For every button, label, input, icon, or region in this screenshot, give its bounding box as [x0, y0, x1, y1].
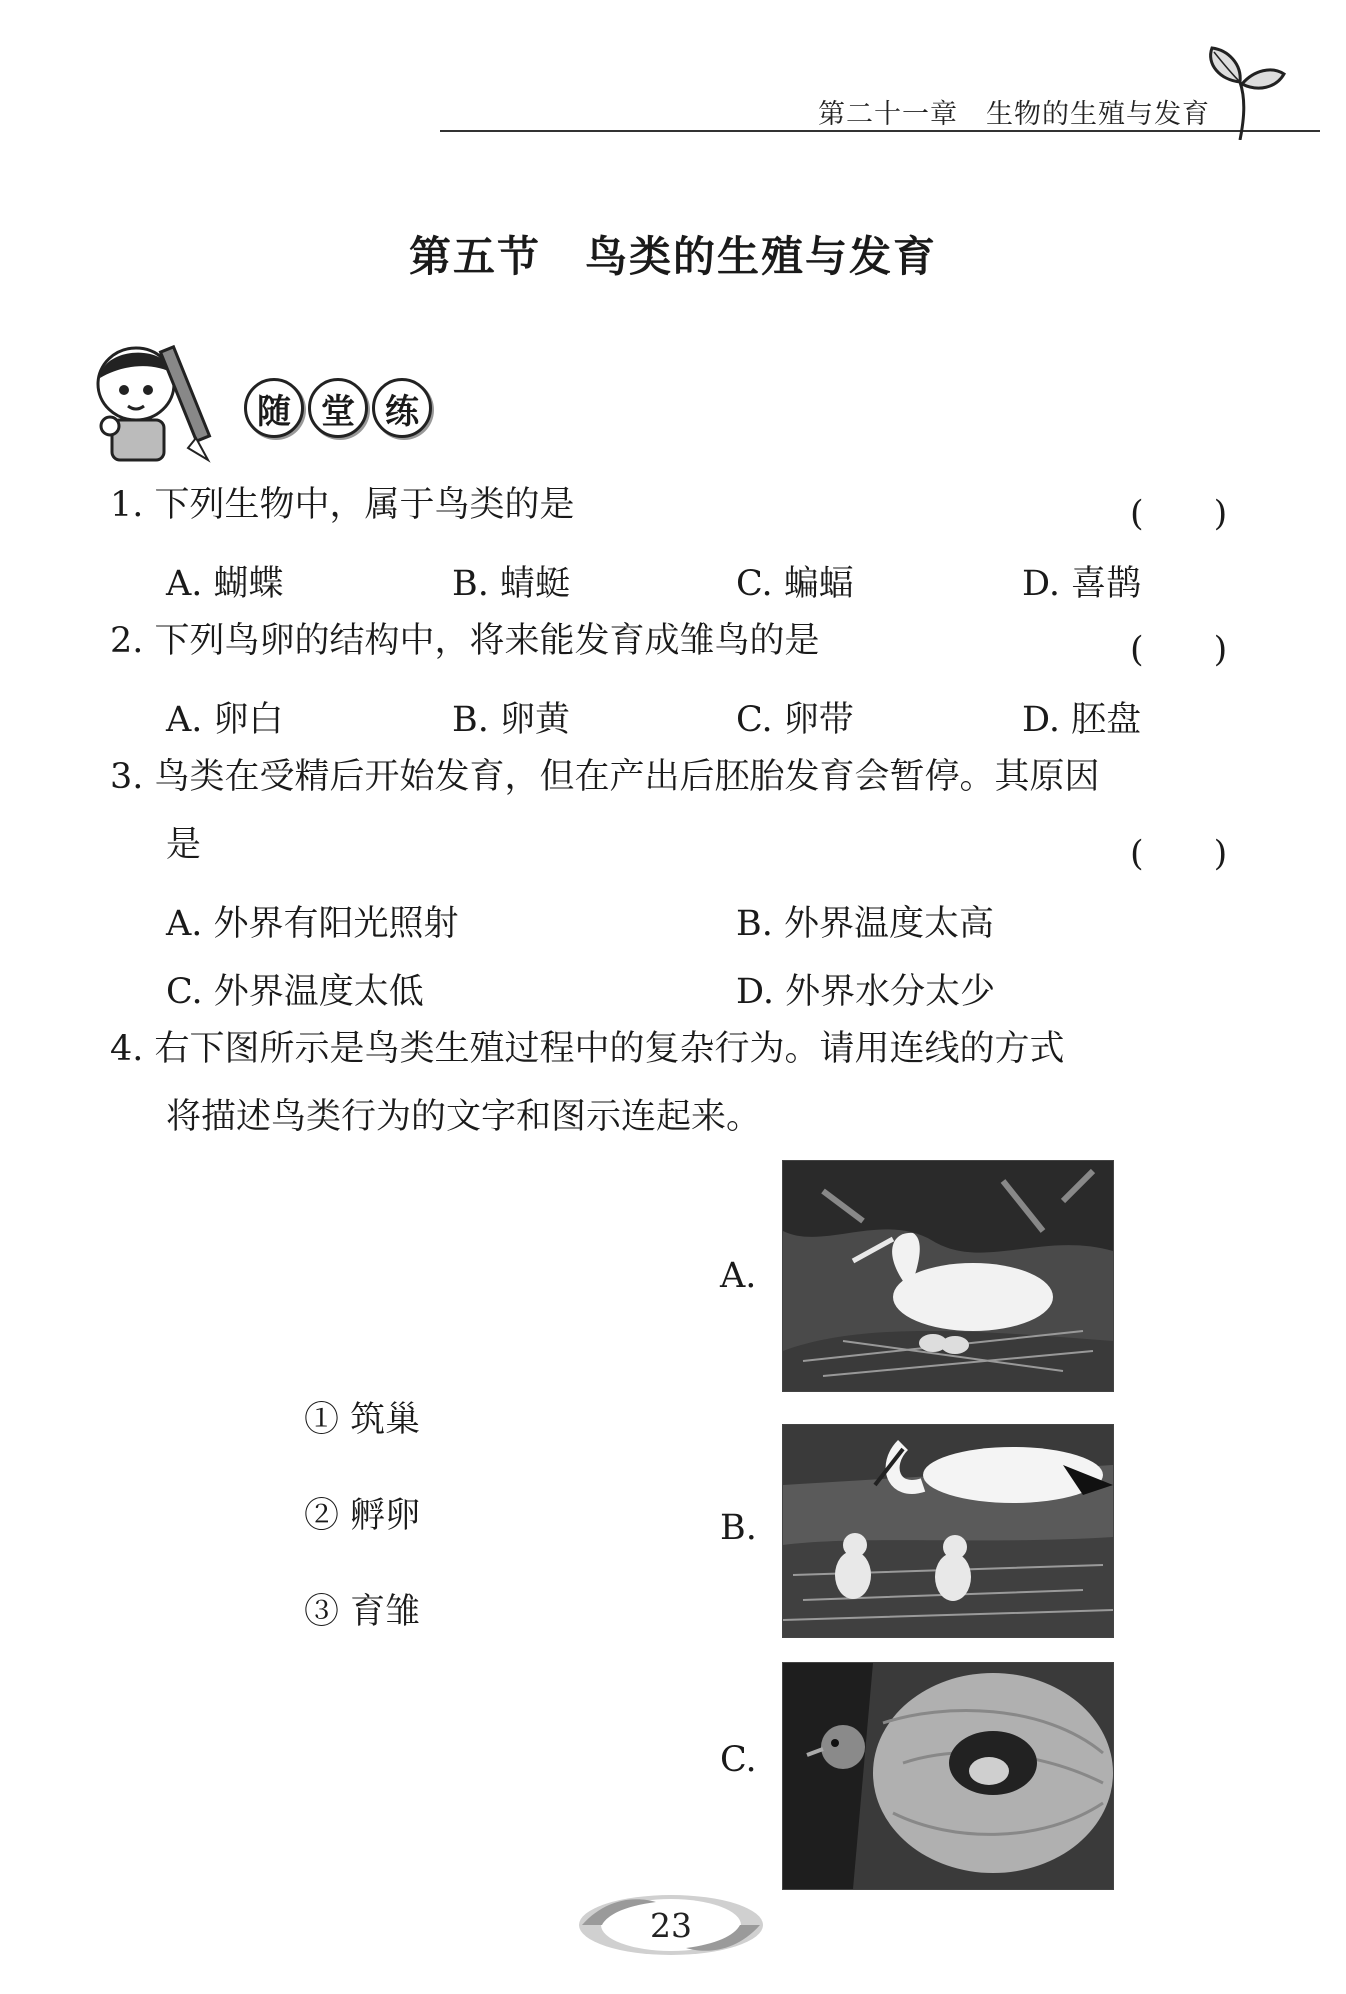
photo-b-label: B. — [720, 1508, 757, 1548]
question-3-text-line1: 3. 鸟类在受精后开始发育，但在产出后胚胎发育会暂停。其原因 — [110, 757, 1100, 797]
practice-label-char: 随 — [244, 378, 304, 438]
practice-label-char: 堂 — [308, 378, 368, 438]
question-3-option-d[interactable]: D. 外界水分太少 — [736, 972, 996, 1012]
question-2-option-c[interactable]: C. 卵带 — [736, 700, 854, 740]
photo-b-stork-feeding[interactable] — [782, 1424, 1114, 1638]
practice-label — [244, 378, 432, 438]
question-3-option-b[interactable]: B. 外界温度太高 — [736, 904, 994, 944]
behavior-nest-building[interactable]: ① 筑巢 — [304, 1400, 421, 1440]
question-1-option-a[interactable]: A. 蝴蝶 — [166, 564, 284, 604]
photo-c-weaver-nest[interactable] — [782, 1662, 1114, 1890]
question-1-option-c[interactable]: C. 蝙蝠 — [736, 564, 854, 604]
photo-a-egret-incubating[interactable] — [782, 1160, 1114, 1392]
behavior-chick-rearing[interactable]: ③ 育雏 — [304, 1592, 421, 1632]
question-3-option-a[interactable]: A. 外界有阳光照射 — [166, 904, 459, 944]
leaf-sprout-icon — [1200, 40, 1290, 140]
question-4-text-line1: 4. 右下图所示是鸟类生殖过程中的复杂行为。请用连线的方式 — [110, 1029, 1065, 1069]
behavior-incubation[interactable]: ② 孵卵 — [304, 1496, 421, 1536]
question-2-answer-blank[interactable]: ( ) — [1130, 630, 1228, 670]
egret-incubating-photo-icon — [783, 1161, 1113, 1391]
section-title: 第五节 鸟类的生殖与发育 — [408, 232, 937, 281]
chapter-header — [440, 86, 1320, 132]
photo-c-label: C. — [720, 1740, 757, 1780]
question-2-text: 2. 下列鸟卵的结构中，将来能发育成雏鸟的是 — [110, 621, 820, 661]
question-2-option-b[interactable]: B. 卵黄 — [452, 700, 570, 740]
question-3-text-line2: 是 — [166, 825, 202, 865]
header-rule — [440, 130, 1320, 132]
question-3-answer-blank[interactable]: ( ) — [1130, 834, 1228, 874]
weaver-bird-nest-photo-icon — [783, 1663, 1113, 1889]
chapter-title: 第二十一章 生物的生殖与发育 — [818, 99, 1210, 130]
question-4-text-line2: 将描述鸟类行为的文字和图示连起来。 — [166, 1097, 762, 1137]
practice-label-char: 练 — [372, 378, 432, 438]
photo-a-label: A. — [720, 1256, 757, 1296]
question-1-option-d[interactable]: D. 喜鹊 — [1022, 564, 1142, 604]
question-2-option-a[interactable]: A. 卵白 — [166, 700, 284, 740]
page-number-badge — [576, 1892, 766, 1958]
question-3-option-c[interactable]: C. 外界温度太低 — [166, 972, 424, 1012]
question-1-text: 1. 下列生物中，属于鸟类的是 — [110, 485, 575, 525]
question-1-answer-blank[interactable]: ( ) — [1130, 494, 1228, 534]
question-2-option-d[interactable]: D. 胚盘 — [1022, 700, 1142, 740]
student-mascot-icon — [84, 338, 218, 468]
question-1-option-b[interactable]: B. 蜻蜓 — [452, 564, 570, 604]
stork-feeding-chicks-photo-icon — [783, 1425, 1113, 1637]
page-number: 23 — [650, 1905, 692, 1945]
